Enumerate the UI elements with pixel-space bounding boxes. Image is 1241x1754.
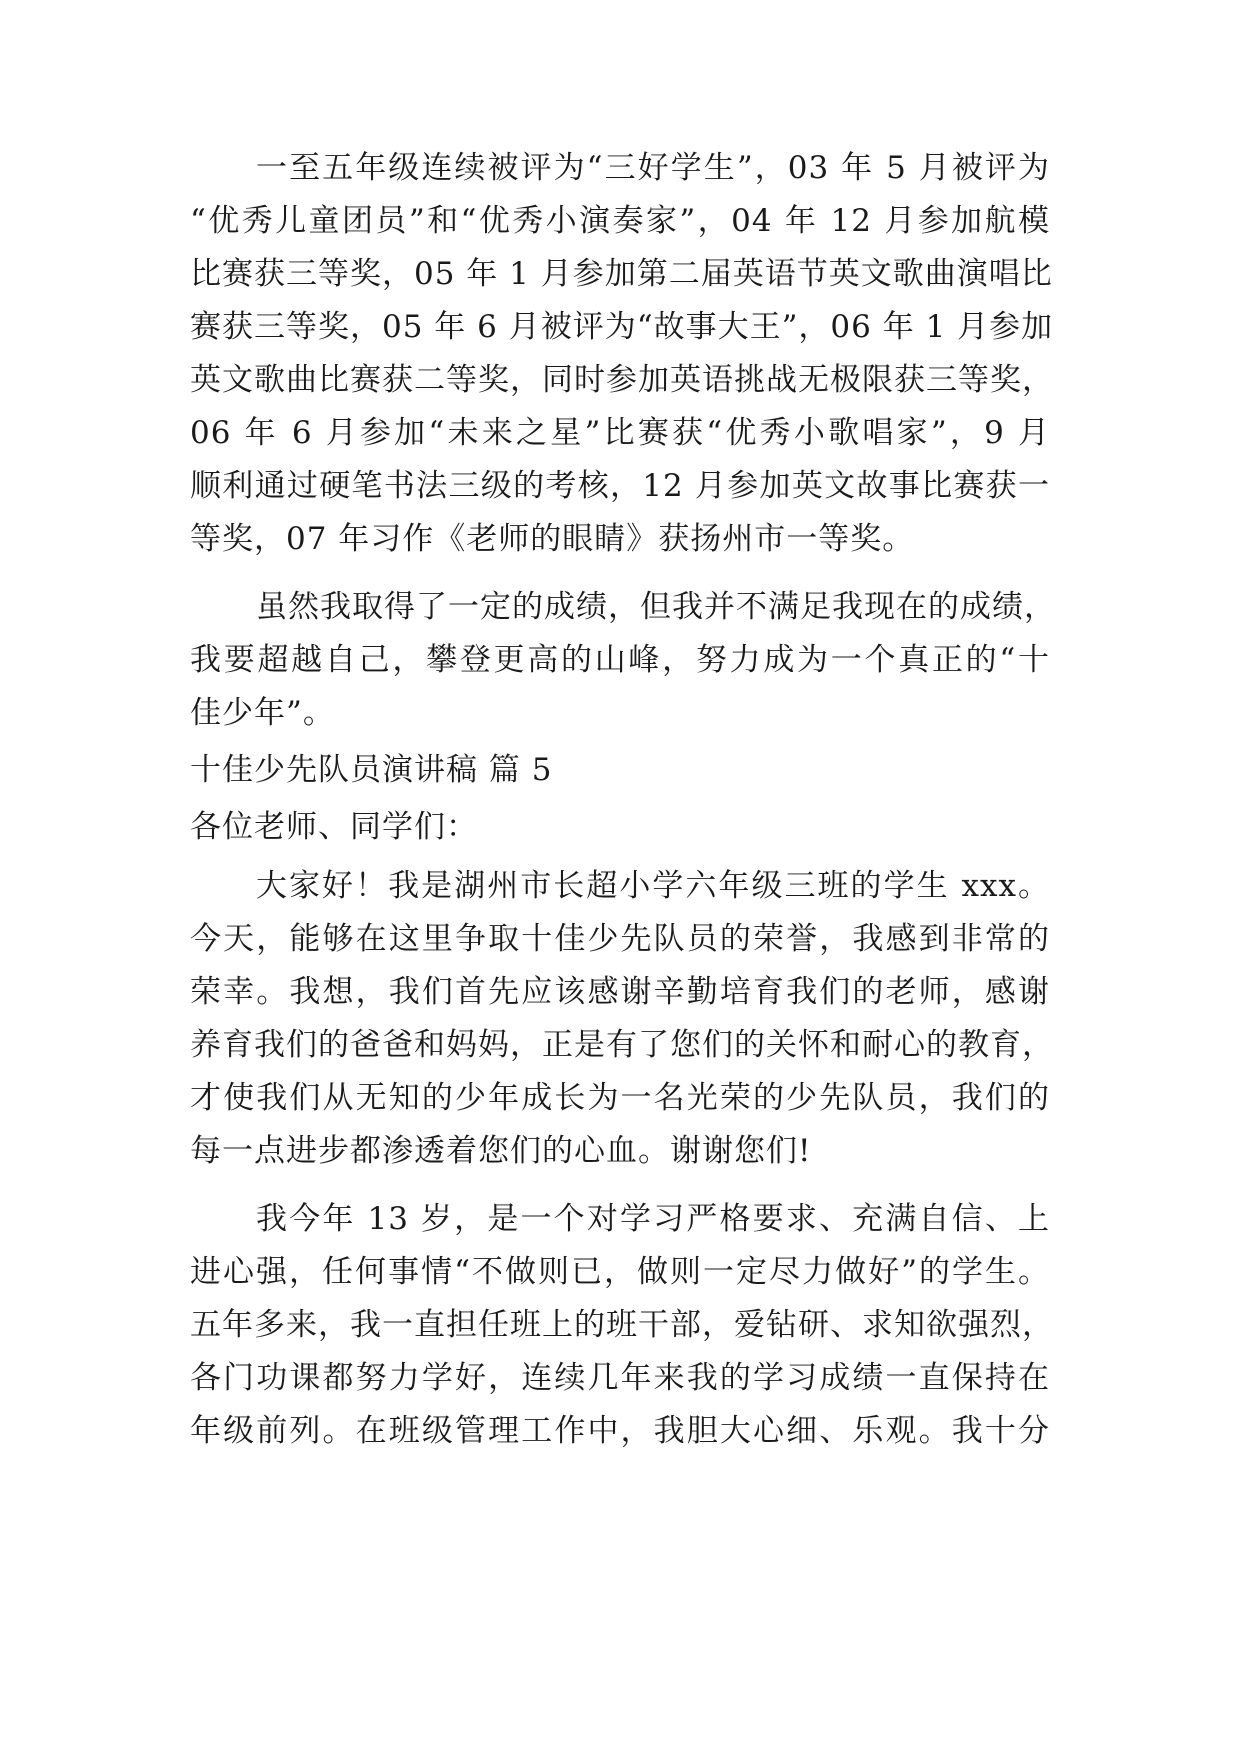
text-line: 赛获三等奖，05 年 6 月被评为“故事大王”，06 年 1 月参加 (190, 309, 1054, 345)
section-heading: 十佳少先队员演讲稿 篇 5 (190, 752, 553, 788)
text-line: “优秀儿童团员”和“优秀小演奏家”，04 年 12 月参加航模 (190, 203, 1050, 239)
text-line: 今天，能够在这里争取十佳少先队员的荣誉，我感到非常的 (190, 921, 1050, 957)
text-line: 才使我们从无知的少年成长为一名光荣的少先队员，我们的 (190, 1080, 1050, 1116)
text-line: 进心强，任何事情“不做则已，做则一定尽力做好”的学生。 (190, 1254, 1050, 1290)
text-line: 比赛获三等奖，05 年 1 月参加第二届英语节英文歌曲演唱比 (190, 256, 1053, 292)
text-line: 各门功课都努力学好，连续几年来我的学习成绩一直保持在 (190, 1360, 1050, 1396)
text-line: 英文歌曲比赛获二等奖，同时参加英语挑战无极限获三等奖， (190, 362, 1054, 398)
text-line: 佳少年”。 (190, 695, 335, 731)
text-line: 06 年 6 月参加“未来之星”比赛获“优秀小歌唱家”，9 月 (190, 415, 1050, 451)
text-line: 一至五年级连续被评为“三好学生”，03 年 5 月被评为 (256, 150, 1050, 186)
text-line: 我要超越自己，攀登更高的山峰，努力成为一个真正的“十 (190, 642, 1050, 678)
text-line: 五年多来，我一直担任班上的班干部，爱钻研、求知欲强烈， (190, 1307, 1054, 1343)
text-line: 大家好！我是湖州市长超小学六年级三班的学生 xxx。 (256, 868, 1050, 904)
text-line: 虽然我取得了一定的成绩，但我并不满足我现在的成绩， (256, 589, 1056, 625)
text-line: 荣幸。我想，我们首先应该感谢辛勤培育我们的老师，感谢 (190, 974, 1050, 1010)
text-line: 养育我们的爸爸和妈妈，正是有了您们的关怀和耐心的教育， (190, 1027, 1054, 1063)
text-line: 每一点进步都渗透着您们的心血。谢谢您们! (190, 1133, 812, 1169)
text-line: 年级前列。在班级管理工作中，我胆大心细、乐观。我十分 (190, 1413, 1050, 1449)
text-line: 顺利通过硬笔书法三级的考核，12 月参加英文故事比赛获一 (190, 468, 1050, 504)
salutation: 各位老师、同学们： (190, 809, 478, 845)
text-line: 我今年 13 岁，是一个对学习严格要求、充满自信、上 (256, 1201, 1050, 1237)
text-line: 等奖，07 年习作《老师的眼睛》获扬州市一等奖。 (190, 521, 915, 557)
